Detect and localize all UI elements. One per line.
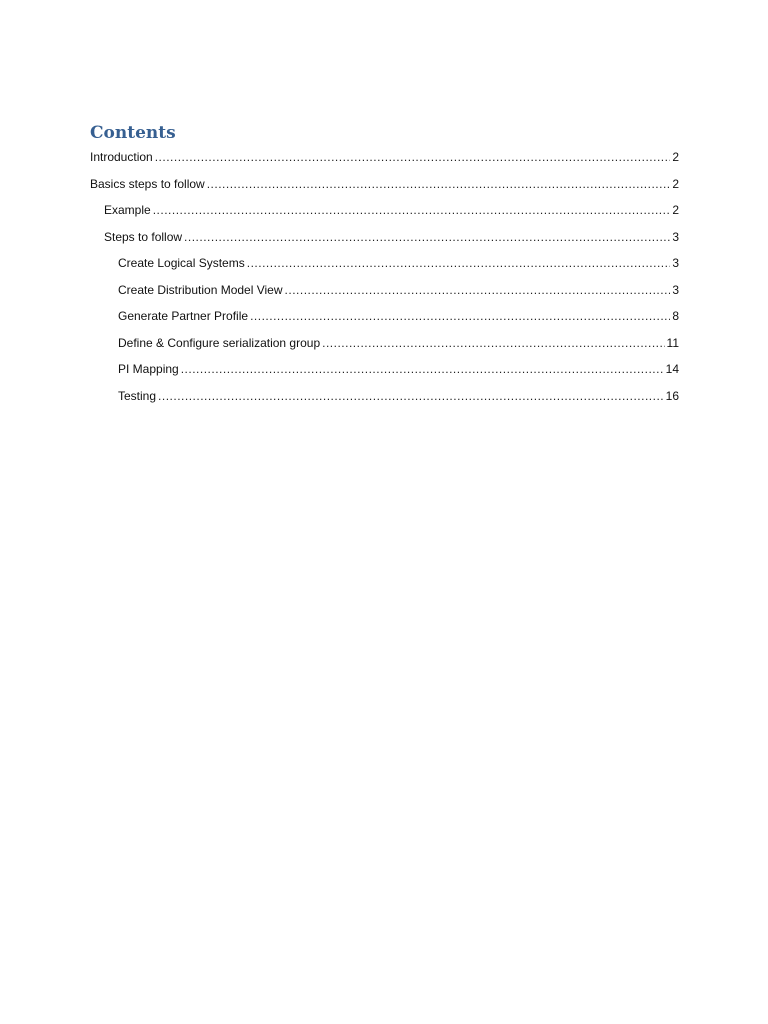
- toc-entry-page: 14: [665, 362, 679, 376]
- toc-entry-create-logical-systems[interactable]: [90, 253, 679, 280]
- toc-entry-generate-partner-profile[interactable]: [90, 306, 679, 333]
- toc-entry-title: Steps to follow: [104, 229, 183, 244]
- toc-entry-steps-to-follow[interactable]: [90, 227, 679, 254]
- toc-dot-leader: [155, 147, 671, 167]
- toc-dot-leader: [153, 200, 671, 220]
- toc-entry-define-configure-serialization-group[interactable]: [90, 333, 679, 360]
- toc-dot-leader: [181, 359, 664, 379]
- toc-entry-page: 2: [672, 176, 679, 191]
- toc-entry-create-distribution-model-view[interactable]: [90, 280, 679, 307]
- toc-dot-leader: [184, 227, 670, 247]
- toc-entry-page: 2: [672, 150, 679, 164]
- toc-dot-leader: [207, 174, 671, 194]
- toc-entry-title: Testing: [118, 388, 157, 403]
- toc-entry-page: 11: [666, 335, 679, 350]
- toc-entry-title: Introduction: [90, 150, 153, 164]
- toc-entry-example[interactable]: [90, 200, 679, 227]
- table-of-contents: [90, 147, 679, 412]
- toc-entry-pi-mapping[interactable]: [90, 359, 679, 386]
- toc-dot-leader: [285, 280, 671, 300]
- toc-entry-page: 2: [672, 203, 679, 217]
- toc-entry-title: Example: [104, 203, 151, 217]
- toc-entry-basics-steps-to-follow[interactable]: [90, 174, 679, 201]
- toc-dot-leader: [158, 386, 664, 406]
- toc-entry-page: 3: [672, 256, 679, 270]
- toc-entry-page: 8: [672, 309, 679, 323]
- toc-entry-title: Create Distribution Model View: [118, 282, 283, 297]
- toc-entry-page: 3: [672, 229, 679, 244]
- toc-entry-title: PI Mapping: [118, 362, 179, 376]
- toc-entry-page: 16: [665, 388, 679, 403]
- toc-entry-title: Create Logical Systems: [118, 256, 245, 270]
- toc-entry-title: Basics steps to follow: [90, 176, 205, 191]
- toc-dot-leader: [322, 333, 664, 353]
- toc-entry-introduction[interactable]: [90, 147, 679, 174]
- toc-heading: Contents: [90, 123, 176, 143]
- toc-entry-title: Define & Configure serialization group: [118, 335, 321, 350]
- toc-entry-page: 3: [672, 282, 679, 297]
- toc-dot-leader: [250, 306, 670, 326]
- toc-entry-title: Generate Partner Profile: [118, 309, 249, 323]
- toc-entry-testing[interactable]: [90, 386, 679, 413]
- toc-dot-leader: [247, 253, 671, 273]
